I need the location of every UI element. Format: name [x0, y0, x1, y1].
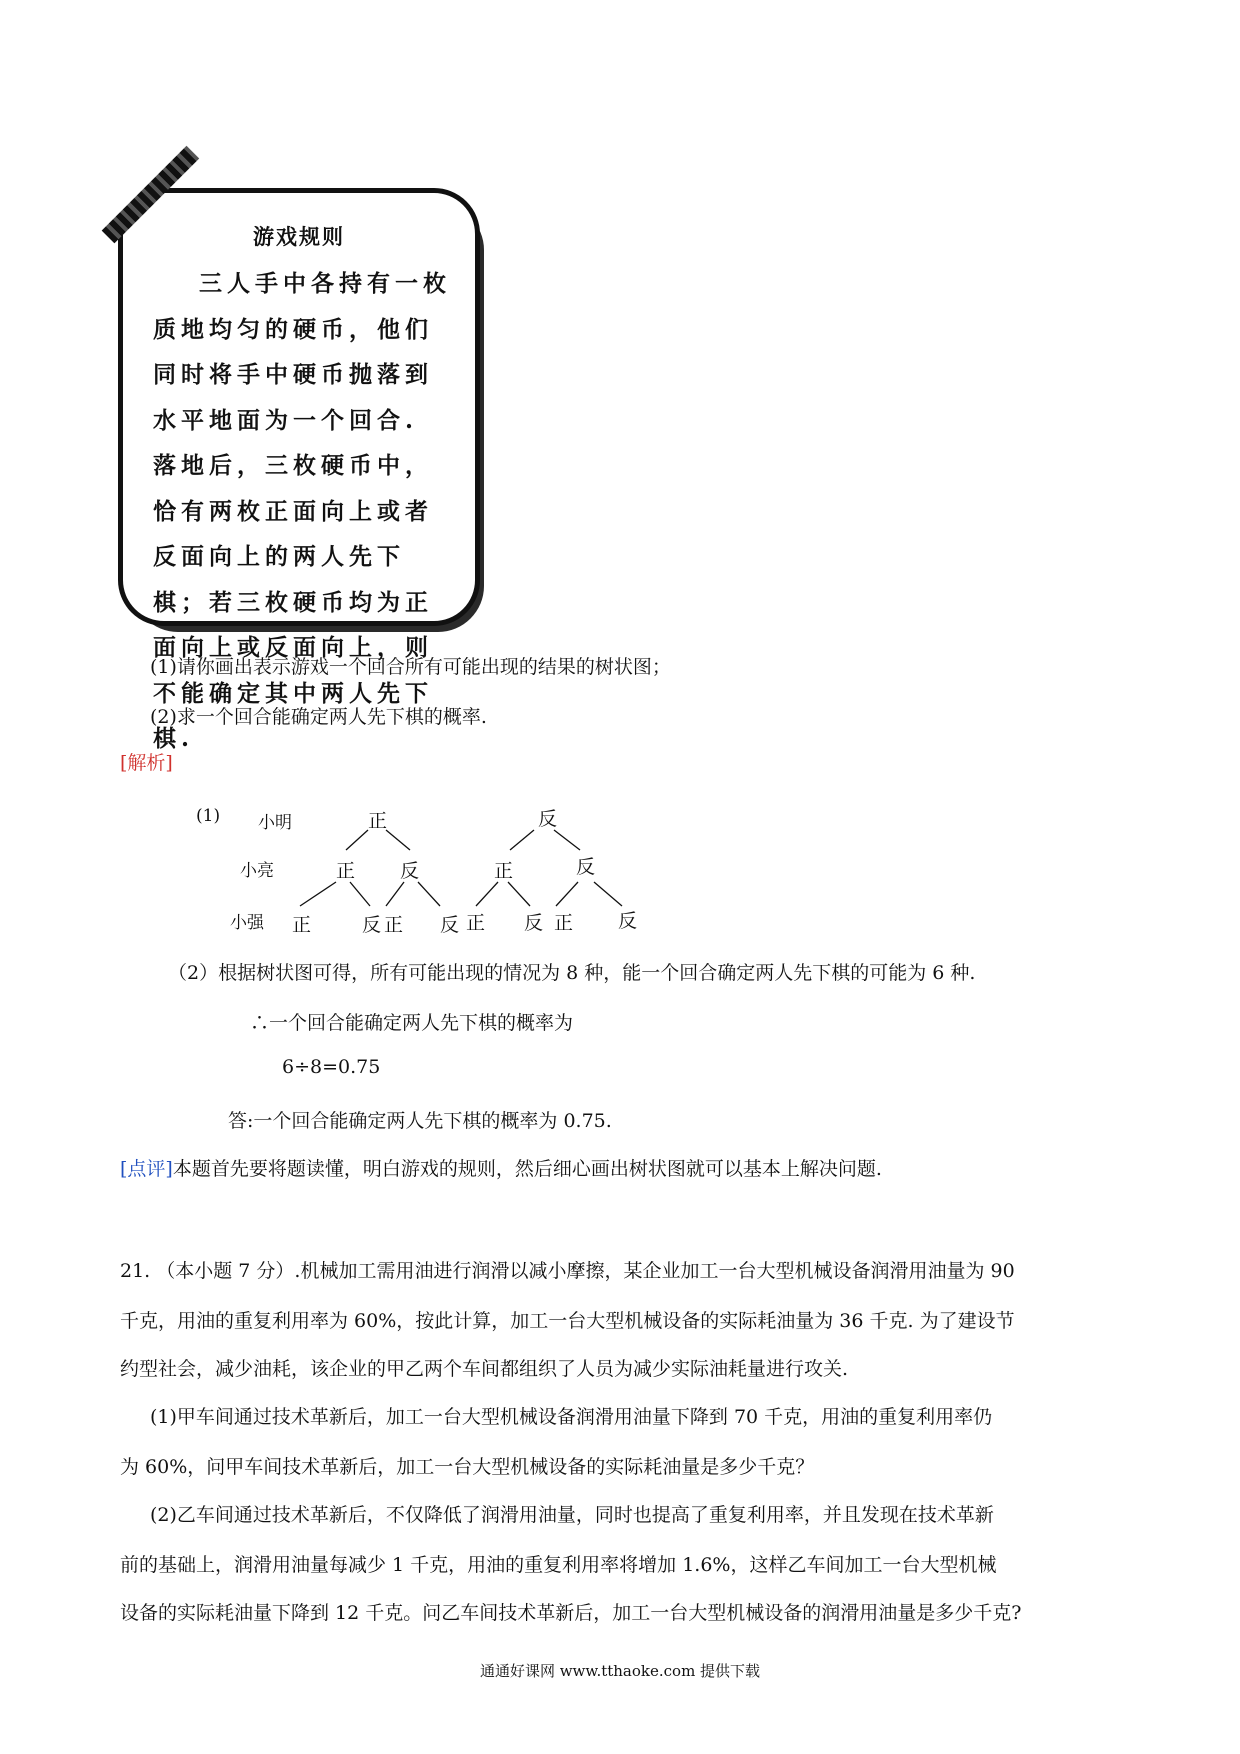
tree-node-l3-2: 反: [362, 914, 382, 936]
problem-21-part-2-line-3: 设备的实际耗油量下降到 12 千克。问乙车间技术革新后，加工一台大型机械设备的润滑用油量是多少千克?: [120, 1602, 1022, 1624]
tree-node-l3-7: 正: [554, 912, 574, 934]
tree-node-l3-6: 反: [524, 912, 544, 934]
question-1: (1)请你画出表示游戏一个回合所有可能出现的结果的树状图；: [150, 656, 671, 678]
tree-level-xiaoliang: 小亮: [240, 861, 274, 881]
tree-node-l3-4: 反: [440, 914, 460, 936]
problem-21-line-2: 千克，用油的重复利用率为 60%，按此计算，加工一台大型机械设备的实际耗油量为 36 千克. 为了建设节: [120, 1310, 1015, 1332]
tree-node-l2-4: 反: [576, 856, 596, 878]
comment: [120, 1154, 882, 1181]
tree-node-l3-1: 正: [292, 914, 312, 936]
tree-node-root-2: 反: [538, 808, 558, 830]
problem-21-part-1-line-1: (1)甲车间通过技术革新后，加工一台大型机械设备润滑用油量下降到 70 千克，用油的重复利用率仍: [150, 1406, 993, 1428]
solution-line-3: 6÷8=0.75: [282, 1056, 381, 1078]
footer: 通通好课网 www.tthaoke.com 提供下载: [479, 1662, 761, 1680]
card-title: 游戏规则: [253, 224, 345, 249]
tree-node-l2-2: 反: [400, 860, 420, 882]
tree-node-l2-1: 正: [336, 860, 356, 882]
tree-part-label: (1): [196, 806, 221, 826]
tree-node-l3-3: 正: [384, 914, 404, 936]
comment-text: 本题首先要将题读懂，明白游戏的规则，然后细心画出树状图就可以基本上解决问题.: [172, 1158, 882, 1180]
question-2: (2)求一个回合能确定两人先下棋的概率.: [150, 706, 487, 728]
tree-node-l3-5: 正: [466, 912, 486, 934]
tree-node-l2-3: 正: [494, 860, 514, 882]
problem-21-line-1: 21. （本小题 7 分）.机械加工需用油进行润滑以减小摩擦，某企业加工一台大型机械设备润滑用油量为 90: [120, 1260, 1015, 1282]
solution-line-1: （2）根据树状图可得，所有可能出现的情况为 8 种，能一个回合确定两人先下棋的可能为 6 种.: [168, 962, 976, 984]
solution-line-2: ∴一个回合能确定两人先下棋的概率为: [250, 1012, 574, 1034]
tree-node-l3-8: 反: [618, 910, 638, 932]
card-body: 三人手中各持有一枚质地均匀的硬币，他们同时将手中硬币抛落到水平地面为一个回合. 落地后，三枚硬币中，恰有两枚正面向上或者反面向上的两人先下棋；若三枚硬币均为正面向上或反面向上，则不能确定其中两人先下棋.: [153, 270, 451, 752]
problem-21-line-3: 约型社会，减少油耗，该企业的甲乙两个车间都组织了人员为减少实际油耗量进行攻关.: [120, 1358, 849, 1380]
tree-node-root-1: 正: [368, 810, 388, 832]
tree-level-xiaoqiang: 小强: [230, 913, 264, 933]
analysis-label: [解析]: [120, 752, 173, 774]
problem-21-part-2-line-1: (2)乙车间通过技术革新后，不仅降低了润滑用油量，同时也提高了重复利用率，并且发现在技术革新: [150, 1504, 994, 1526]
comment-label: [点评]: [120, 1158, 173, 1180]
problem-21-part-1-line-2: 为 60%，问甲车间技术革新后，加工一台大型机械设备的实际耗油量是多少千克？: [120, 1456, 815, 1478]
problem-21-part-2-line-2: 前的基础上，润滑用油量每减少 1 千克，用油的重复利用率将增加 1.6%，这样乙车间加工一台大型机械: [120, 1554, 997, 1576]
solution-answer: 答:一个回合能确定两人先下棋的概率为 0.75.: [228, 1110, 612, 1132]
tree-level-xiaoming: 小明: [258, 813, 292, 833]
